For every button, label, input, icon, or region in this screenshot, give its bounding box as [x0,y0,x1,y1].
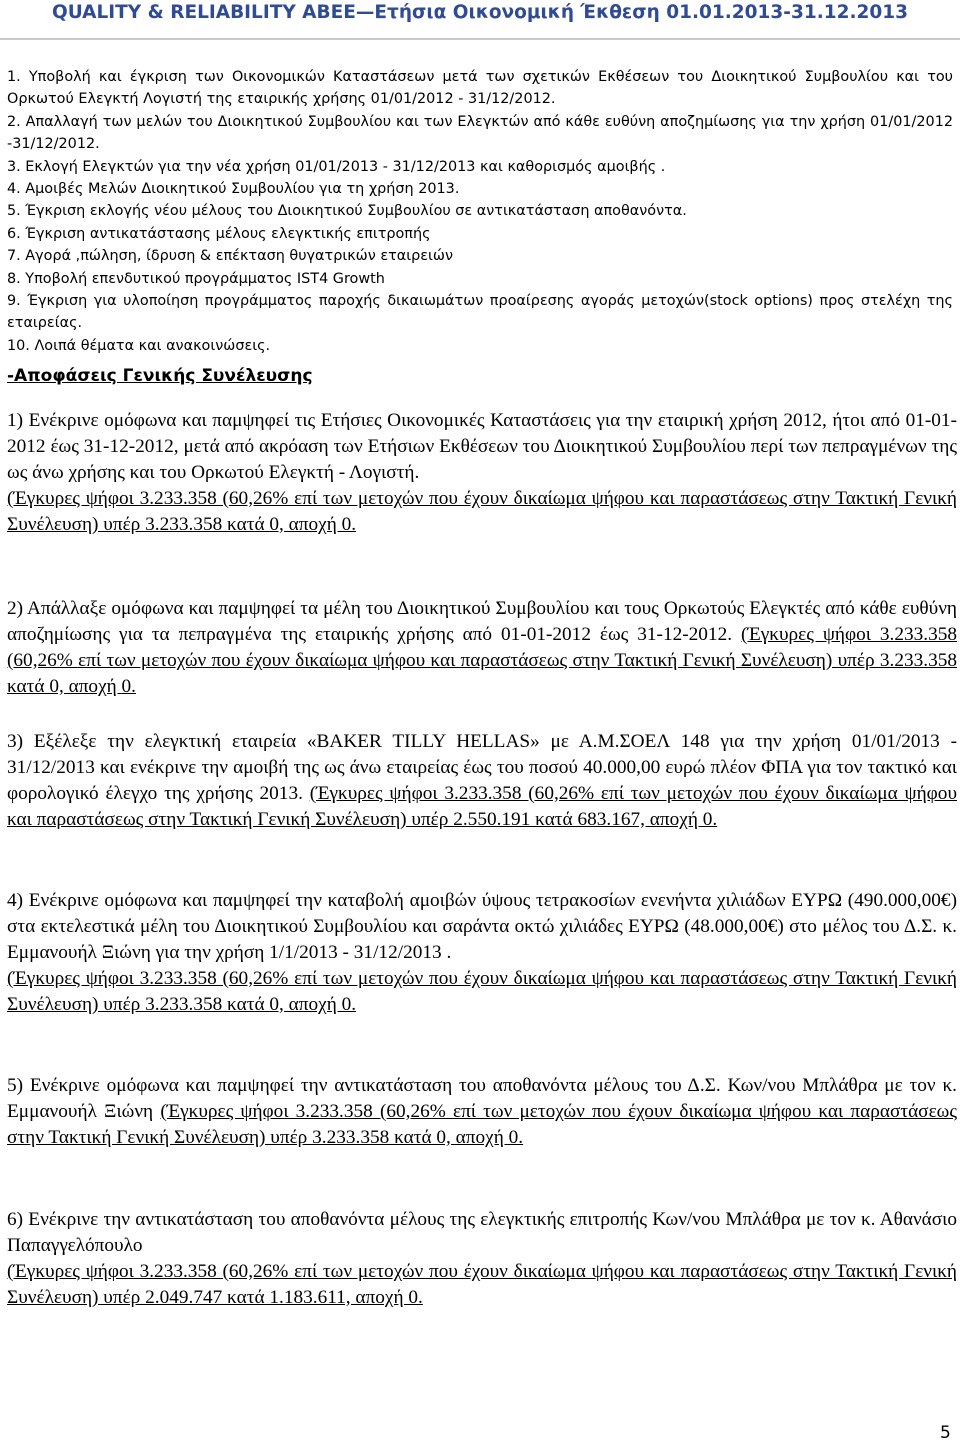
page-number: 5 [940,1423,951,1443]
agenda-item: 2. Απαλλαγή των μελών του Διοικητικού Συμβουλίου και των Ελεγκτών από κάθε ευθύνη αποζημίωσης για την χρήση 01/01/2012 -31/12/2012. [7,113,953,153]
decision-text: 4) Ενέκρινε ομόφωνα και παμψηφεί την καταβολή αμοιβών ύψους τετρακοσίων ενενήντα χιλιάδων ΕΥΡΩ (490.000,00€) στα εκτελεστικά μέλη του Διοικητικού Συμβουλίου και σαράντα οκτώ χιλιάδες ΕΥΡΩ (48.000,00€) στο μέλος του Δ.Σ. κ. Εμμανουήλ Ξιώνη για την χρήση 1/1/2013 - 31/12/2013 . [7,890,957,963]
decision-text: 3) Εξέλεξε την ελεγκτική εταιρεία «BAKER TILLY HELLAS» με Α.Μ.ΣΟΕΛ 148 για την χρήση 01/01/2013 - 31/12/2013 και ενέκρινε την αμοιβή της ως άνω εταιρείας έως του ποσού 40.000,00 ευρώ πλέον ΦΠΑ για τον τακτικό και φορολογικό έλεγχο της χρήσης 2013. [7,731,957,804]
agenda-item: 4. Αμοιβές Μελών Διοικητικού Συμβουλίου για τη χρήση 2013. [7,181,460,198]
agenda-item: 6. Έγκριση αντικατάστασης μέλους ελεγκτικής επιτροπής [7,225,431,242]
agenda-item: 7. Αγορά ,πώληση, ίδρυση & επέκταση θυγατρικών εταιρειών [7,248,454,265]
agenda-item: 9. Έγκριση για υλοποίηση προγράμματος παροχής δικαιωμάτων προαίρεσης αγοράς μετοχών(stock options) προς στελέχη της εταιρείας. [7,293,953,332]
agenda-item: 8. Υποβολή επενδυτικού προγράμματος IST4 Growth [7,270,385,287]
decision-text: 1) Ενέκρινε ομόφωνα και παμψηφεί τις Ετήσιες Οικονομικές Καταστάσεις για την εταιρική χρήση 2012, ήτοι από 01-01-2012 έως 31-12-2012, μετά από ακρόαση των Ετήσιων Εκθέσεων του Διοικητικού Συμβουλίου περί των πεπραγμένων της ως άνω χρήσης και του Ορκωτού Ελεγκτή - Λογιστή. [7,410,957,483]
decision-item [7,1073,957,1151]
decision-text: 5) Ενέκρινε ομόφωνα και παμψηφεί την αντικατάσταση του αποθανόντα μέλους του Δ.Σ. Κων/νου Μπλάθρα με τον κ. Εμμανουήλ Ξιώνη [7,1075,957,1122]
decision-item [7,408,957,538]
decision-item [7,888,957,1018]
vote-result: (Έγκυρες ψήφοι 3.233.358 (60,26% επί των μετοχών που έχουν δικαίωμα ψήφου και παραστάσεως στην Τακτική Γενική Συνέλευση) υπέρ 3.233.358 κατά 0, αποχή 0. [7,623,958,697]
vote-result: (Έγκυρες ψήφοι 3.233.358 (60,26% επί των μετοχών που έχουν δικαίωμα ψήφου και παραστάσεως στην Τακτική Γενική Συνέλευση) υπέρ 2.550.191 κατά 683.167, αποχή 0. [7,782,957,830]
decisions-heading: -Αποφάσεις Γενικής Συνέλευσης [7,366,313,386]
document-header: QUALITY & RELIABILITY ABEE—Ετήσια Οικονομική Έκθεση 01.01.2013-31.12.2013 [52,2,908,23]
vote-result: (Έγκυρες ψήφοι 3.233.358 (60,26% επί των μετοχών που έχουν δικαίωμα ψήφου και παραστάσεως στην Τακτική Γενική Συνέλευση) υπέρ 3.233.358 κατά 0, αποχή 0. [7,967,957,1015]
decision-text: 6) Ενέκρινε την αντικατάσταση του αποθανόντα μέλους της ελεγκτικής επιτροπής Κων/νου Μπλάθρα με τον κ. Αθανάσιο Παπαγγελόπουλο [7,1209,957,1256]
vote-result: (Έγκυρες ψήφοι 3.233.358 (60,26% επί των μετοχών που έχουν δικαίωμα ψήφου και παραστάσεως στην Τακτική Γενική Συνέλευση) υπέρ 3.233.358 κατά 0, αποχή 0. [7,1100,957,1148]
decision-item [7,729,957,833]
decision-text: 2) Απάλλαξε ομόφωνα και παμψηφεί τα μέλη του Διοικητικού Συμβουλίου και τους Ορκωτούς Ελεγκτές από κάθε ευθύνη αποζημίωσης για τα πεπραγμένα της εταιρικής χρήσης από 01-01-2012 έως 31-12-2012. [7,598,957,645]
agenda-item: 10. Λοιπά θέματα και ανακοινώσεις. [7,337,271,354]
agenda-item: 1. Υποβολή και έγκριση των Οικονομικών Καταστάσεων μετά των σχετικών Εκθέσεων του Διοικητικού Συμβουλίου και του Ορκωτού Ελεγκτή Λογιστή της εταιρικής χρήσης 01/01/2012 - 31/12/2012. [7,69,953,108]
vote-result: (Έγκυρες ψήφοι 3.233.358 (60,26% επί των μετοχών που έχουν δικαίωμα ψήφου και παραστάσεως στην Τακτική Γενική Συνέλευση) υπέρ 2.049.747 κατά 1.183.611, αποχή 0. [7,1260,957,1308]
decision-item [7,596,957,700]
agenda-item: 5. Έγκριση εκλογής νέου μέλους του Διοικητικού Συμβουλίου σε αντικατάσταση αποθανόντα. [7,203,687,220]
header-divider [0,38,960,40]
agenda-item: 3. Εκλογή Ελεγκτών για την νέα χρήση 01/01/2013 - 31/12/2013 και καθορισμός αμοιβής . [7,158,666,175]
vote-result: (Έγκυρες ψήφοι 3.233.358 (60,26% επί των μετοχών που έχουν δικαίωμα ψήφου και παραστάσεως στην Τακτική Γενική Συνέλευση) υπέρ 3.233.358 κατά 0, αποχή 0. [7,487,957,535]
agenda-list [7,66,953,357]
decision-item [7,1207,957,1311]
